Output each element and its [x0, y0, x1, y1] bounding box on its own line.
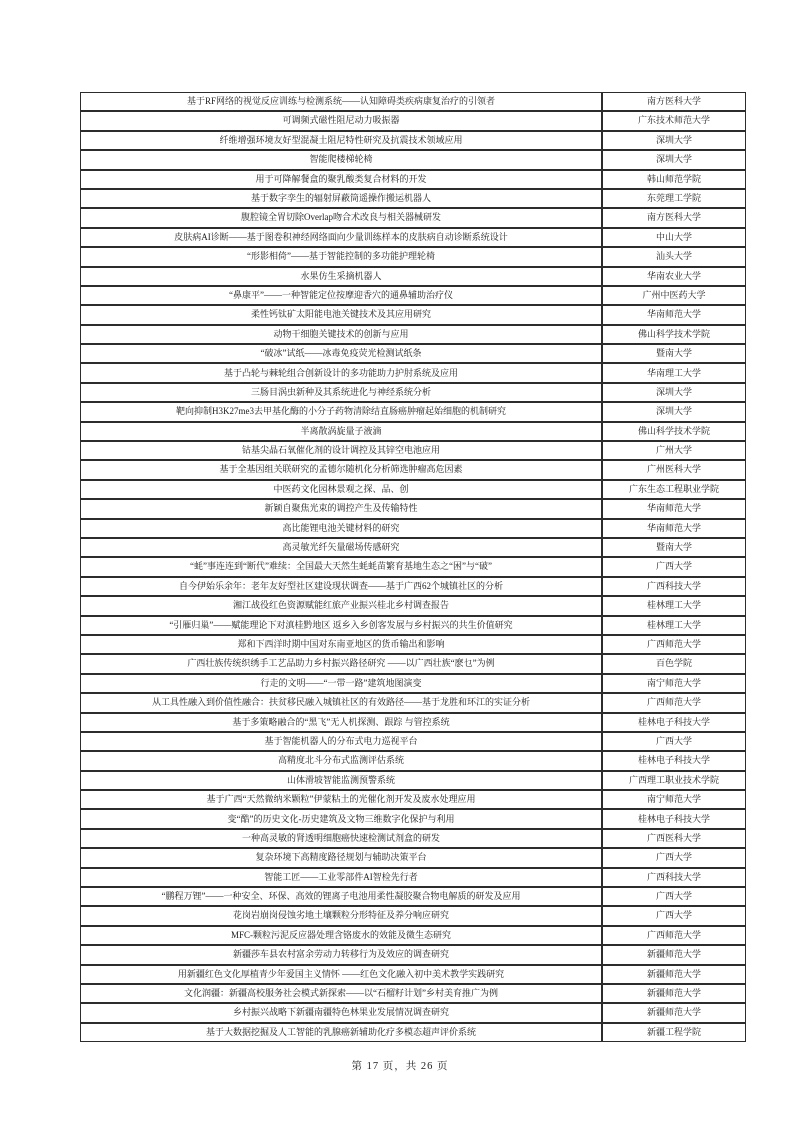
project-title-cell: 湘江战役红色资源赋能红旅产业振兴桂北乡村调查报告	[80, 596, 602, 615]
university-cell: 广西大学	[602, 557, 746, 576]
project-title-cell: 柔性钙钛矿太阳能电池关键技术及其应用研究	[80, 305, 602, 324]
table-row	[80, 267, 746, 286]
table-row	[80, 771, 746, 790]
table-row	[80, 538, 746, 557]
table-row	[80, 131, 746, 150]
university-cell: 广州医科大学	[602, 460, 746, 479]
project-title-cell: 基于全基因组关联研究的孟德尔随机化分析筛选肿瘤高危因素	[80, 460, 602, 479]
table-row	[80, 286, 746, 305]
project-title-cell: 基于多策略融合的“黑飞”无人机探测、跟踪 与管控系统	[80, 713, 602, 732]
project-title-cell: “鹏程万锂”——一种安全、环保、高效的锂离子电池用柔性凝胶聚合物电解质的研发及应用	[80, 887, 602, 906]
project-title-cell: “引雁归巢”——赋能理论下对滇桂黔地区 返乡入乡创客发展与乡村振兴的共生价值研究	[80, 616, 602, 635]
university-cell: 广西师范大学	[602, 635, 746, 654]
project-title-cell: 郑和下西洋时期中国对东南亚地区的货币输出和影响	[80, 635, 602, 654]
project-title-cell: 新颖自聚焦光束的调控产生及传输特性	[80, 499, 602, 518]
table-row	[80, 189, 746, 208]
table-row	[80, 247, 746, 266]
university-cell: 华南师范大学	[602, 305, 746, 324]
project-title-cell: 花岗岩崩岗侵蚀劣地土壤颗粒分形特征及养分响应研究	[80, 906, 602, 925]
project-title-cell: 文化润疆：新疆高校服务社会模式新探索——以“石榴籽计划”乡村美育推广为例	[80, 984, 602, 1003]
table-row	[80, 557, 746, 576]
project-title-cell: 基于凸轮与棘轮组合创新设计的多功能助力护肘系统及应用	[80, 363, 602, 382]
university-cell: 南方医科大学	[602, 208, 746, 227]
university-cell: 桂林电子科技大学	[602, 809, 746, 828]
university-cell: 深圳大学	[602, 383, 746, 402]
university-cell: 华南农业大学	[602, 267, 746, 286]
project-title-cell: 基于RF网络的视觉反应训练与检测系统——认知障碍类疾病康复治疗的引领者	[80, 92, 602, 111]
project-title-cell: 基于智能机器人的分布式电力巡视平台	[80, 732, 602, 751]
university-cell: 东莞理工学院	[602, 189, 746, 208]
project-title-cell: 行走的文明——“一带一路”建筑地图演变	[80, 674, 602, 693]
project-title-cell: 从工具性融入到价值性融合：扶贫移民融入城镇社区的有效路径——基于龙胜和环江的实证分析	[80, 693, 602, 712]
university-cell: 中山大学	[602, 228, 746, 247]
project-title-cell: 山体滑坡智能监测预警系统	[80, 771, 602, 790]
university-cell: 暨南大学	[602, 538, 746, 557]
university-cell: 广西医科大学	[602, 829, 746, 848]
university-cell: 广州大学	[602, 441, 746, 460]
project-title-cell: 一种高灵敏的肾透明细胞癌快速检测试剂盒的研发	[80, 829, 602, 848]
project-title-cell: 动物干细胞关键技术的创新与应用	[80, 325, 602, 344]
table-row	[80, 422, 746, 441]
project-title-cell: 智能爬楼梯轮椅	[80, 150, 602, 169]
project-title-cell: 自今伊始乐余年：老年友好型社区建设现状调查——基于广西62个城镇社区的分析	[80, 577, 602, 596]
project-title-cell: 基于大数据挖掘及人工智能的乳腺癌新辅助化疗多模态超声评价系统	[80, 1023, 602, 1042]
university-cell: 广西大学	[602, 906, 746, 925]
table-row	[80, 848, 746, 867]
table-row	[80, 751, 746, 770]
project-title-cell: 可调频式磁性阻尼动力吸振器	[80, 111, 602, 130]
university-cell: 韩山师范学院	[602, 170, 746, 189]
university-cell: 广西师范大学	[602, 926, 746, 945]
table-row	[80, 499, 746, 518]
table-row	[80, 150, 746, 169]
table-row	[80, 228, 746, 247]
project-title-cell: 高精度北斗分布式监测评估系统	[80, 751, 602, 770]
table-row	[80, 170, 746, 189]
university-cell: 华南理工大学	[602, 363, 746, 382]
table-row	[80, 906, 746, 925]
table-row	[80, 363, 746, 382]
university-cell: 广西大学	[602, 848, 746, 867]
table-row	[80, 926, 746, 945]
table-row	[80, 829, 746, 848]
university-cell: 广西大学	[602, 732, 746, 751]
university-cell: 桂林电子科技大学	[602, 713, 746, 732]
university-cell: 华南师范大学	[602, 499, 746, 518]
university-cell: 广西科技大学	[602, 577, 746, 596]
project-title-cell: 变“酷”的历史文化-历史建筑及文物三维数字化保护与利用	[80, 809, 602, 828]
project-title-cell: “破冰”试纸——冰毒免疫荧光检测试纸条	[80, 344, 602, 363]
university-cell: 汕头大学	[602, 247, 746, 266]
table-row	[80, 519, 746, 538]
university-cell: 南方医科大学	[602, 92, 746, 111]
university-cell: 深圳大学	[602, 150, 746, 169]
table-row	[80, 945, 746, 964]
table-row	[80, 868, 746, 887]
university-cell: 深圳大学	[602, 402, 746, 421]
table-row	[80, 654, 746, 673]
table-row	[80, 596, 746, 615]
table-row	[80, 887, 746, 906]
university-cell: 新疆师范大学	[602, 945, 746, 964]
project-title-cell: 高比能锂电池关键材料的研究	[80, 519, 602, 538]
university-cell: 广西科技大学	[602, 868, 746, 887]
project-title-cell: 乡村振兴战略下新疆南疆特色林果业发展情况调查研究	[80, 1003, 602, 1022]
university-cell: 桂林电子科技大学	[602, 751, 746, 770]
project-title-cell: 复杂环境下高精度路径规划与辅助决策平台	[80, 848, 602, 867]
university-cell: 南宁师范大学	[602, 790, 746, 809]
university-cell: 南宁师范大学	[602, 674, 746, 693]
table-row	[80, 460, 746, 479]
university-cell: 新疆工程学院	[602, 1023, 746, 1042]
table-row	[80, 402, 746, 421]
project-title-cell: 水果仿生采摘机器人	[80, 267, 602, 286]
table-body	[80, 92, 746, 1042]
page-indicator: 第 17 页，共 26 页	[351, 1061, 449, 1072]
university-cell: 华南师范大学	[602, 519, 746, 538]
university-cell: 新疆师范大学	[602, 965, 746, 984]
university-cell: 广西大学	[602, 887, 746, 906]
project-title-cell: 靶向抑制H3K27me3去甲基化酶的小分子药物清除结直肠癌肿瘤起始细胞的机制研究	[80, 402, 602, 421]
table-row	[80, 344, 746, 363]
university-cell: 广西理工职业技术学院	[602, 771, 746, 790]
project-title-cell: 基于广西“天然微纳米颗粒”伊蒙粘土的光催化剂开发及废水处理应用	[80, 790, 602, 809]
project-title-cell: 钴基尖晶石氧催化剂的设计调控及其锌空电池应用	[80, 441, 602, 460]
university-cell: 广西师范大学	[602, 693, 746, 712]
table-row	[80, 383, 746, 402]
table-row	[80, 809, 746, 828]
table-row	[80, 732, 746, 751]
university-cell: 广东技术师范大学	[602, 111, 746, 130]
table-row	[80, 616, 746, 635]
university-cell: 佛山科学技术学院	[602, 325, 746, 344]
university-cell: 暨南大学	[602, 344, 746, 363]
project-title-cell: 用于可降解餐盒的聚乳酸类复合材料的开发	[80, 170, 602, 189]
project-title-cell: “鼻康平”——一种智能定位按摩迎香穴的通鼻辅助治疗仪	[80, 286, 602, 305]
table-row	[80, 325, 746, 344]
table-row	[80, 713, 746, 732]
project-title-cell: 中医药文化园林景观之探、品、创	[80, 480, 602, 499]
university-cell: 桂林理工大学	[602, 596, 746, 615]
project-title-cell: 用新疆红色文化厚植青少年爱国主义情怀 ——红色文化融入初中美术教学实践研究	[80, 965, 602, 984]
awards-table	[80, 92, 746, 1042]
table-row	[80, 480, 746, 499]
project-title-cell: 新疆莎车县农村富余劳动力转移行为及效应的调查研究	[80, 945, 602, 964]
project-title-cell: 基于数字孪生的辐射屏蔽筒遥操作搬运机器人	[80, 189, 602, 208]
table-row	[80, 441, 746, 460]
project-title-cell: 纤维增强环境友好型混凝土阻尼特性研究及抗震技术领域应用	[80, 131, 602, 150]
project-title-cell: “形影相倚”——基于智能控制的多功能护理轮椅	[80, 247, 602, 266]
table-row	[80, 577, 746, 596]
table-row	[80, 92, 746, 111]
university-cell: 广东生态工程职业学院	[602, 480, 746, 499]
table-row	[80, 635, 746, 654]
project-title-cell: MFC-颗粒污泥反应器处理含铬废水的效能及微生态研究	[80, 926, 602, 945]
table-row	[80, 674, 746, 693]
project-title-cell: 皮肤病AI诊断——基于图卷积神经网络面向少量训练样本的皮肤病自动诊断系统设计	[80, 228, 602, 247]
university-cell: 深圳大学	[602, 131, 746, 150]
project-title-cell: 智能工匠——工业零部件AI智检先行者	[80, 868, 602, 887]
university-cell: 广州中医药大学	[602, 286, 746, 305]
university-cell: 新疆师范大学	[602, 984, 746, 1003]
table-row	[80, 111, 746, 130]
university-cell: 桂林理工大学	[602, 616, 746, 635]
table-row	[80, 790, 746, 809]
university-cell: 新疆师范大学	[602, 1003, 746, 1022]
university-cell: 百色学院	[602, 654, 746, 673]
table-row	[80, 1003, 746, 1022]
table-row	[80, 693, 746, 712]
project-title-cell: 高灵敏光纤矢量磁场传感研究	[80, 538, 602, 557]
project-title-cell: 腹腔镜全胃切除Overlap吻合术改良与相关器械研发	[80, 208, 602, 227]
university-cell: 佛山科学技术学院	[602, 422, 746, 441]
table-row	[80, 1023, 746, 1042]
project-title-cell: “蚝”事连连到“断代”难续：全国最大天然生蚝蚝苗繁育基地生态之“困”与“破”	[80, 557, 602, 576]
project-title-cell: 半离散涡旋量子液滴	[80, 422, 602, 441]
table-row	[80, 305, 746, 324]
table-row	[80, 965, 746, 984]
project-title-cell: 广西壮族传统织绣手工艺品助力乡村振兴路径研究 ——以广西壮族“麽乜”为例	[80, 654, 602, 673]
table-row	[80, 984, 746, 1003]
table-row	[80, 208, 746, 227]
project-title-cell: 三肠目涡虫新种及其系统进化与神经系统分析	[80, 383, 602, 402]
